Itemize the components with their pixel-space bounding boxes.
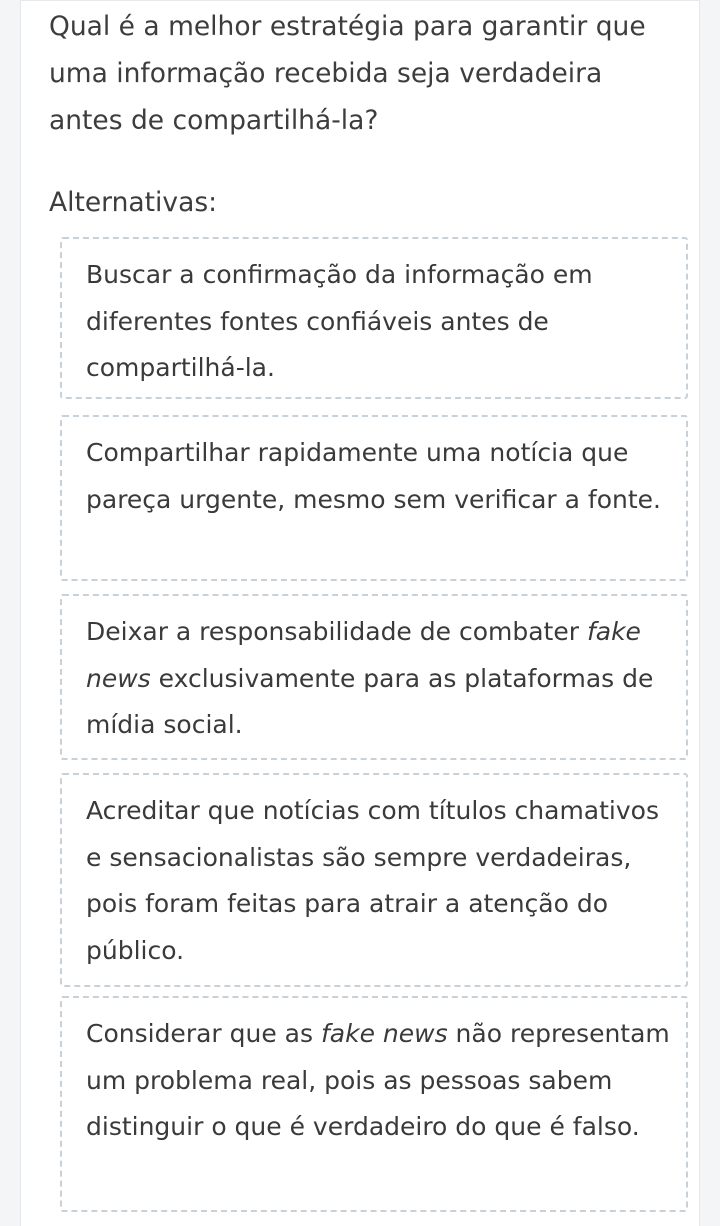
option-d[interactable] <box>60 773 688 987</box>
option-b-text: Compartilhar rapidamente uma notícia que pareça urgente, mesmo sem verificar a fonte. <box>86 438 661 514</box>
option-d-text: Acreditar que notícias com títulos chamativos e sensacionalistas são sempre verdadeiras, pois foram feitas para atrair a atenção do público. <box>86 796 659 965</box>
option-b[interactable] <box>60 415 688 581</box>
option-e-text <box>86 1011 680 1151</box>
option-a-text: Buscar a confirmação da informação em diferentes fontes confiáveis antes de compartilhá-la. <box>86 260 593 382</box>
question-text: Qual é a melhor estratégia para garantir que uma informação recebida seja verdadeira antes de compartilhá-la? <box>49 11 646 136</box>
question-card <box>20 0 700 1226</box>
option-e-text-pre: Considerar que as <box>86 1019 321 1048</box>
option-c-text-emphasis: fake news <box>86 617 641 693</box>
option-a[interactable] <box>60 237 688 399</box>
option-c[interactable] <box>60 594 688 760</box>
alternatives-label: Alternativas: <box>49 187 218 218</box>
option-e[interactable] <box>60 996 688 1212</box>
option-c-text-pre: Deixar a responsabilidade de combater <box>86 617 587 646</box>
option-c-text <box>86 609 680 749</box>
option-e-text-emphasis: fake news <box>320 1019 448 1048</box>
option-e-text-post: não representam um problema real, pois as pessoas sabem distinguir o que é verdadeiro do que é falso. <box>86 1019 670 1141</box>
option-c-text-post: exclusivamente para as plataformas de mídia social. <box>86 663 654 739</box>
